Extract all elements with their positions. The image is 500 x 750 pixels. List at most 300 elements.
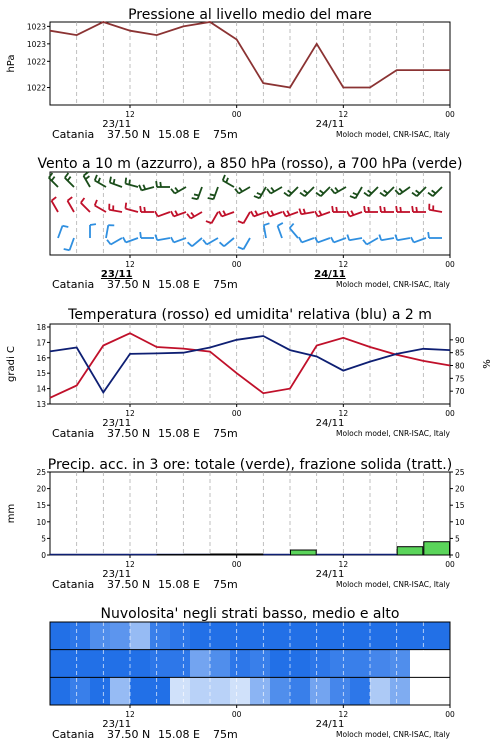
wind-barb-850hPa — [219, 211, 234, 217]
cloud-cell-basso — [290, 677, 310, 705]
barb-feather — [192, 198, 198, 199]
y-tick-label: 15 — [36, 501, 46, 511]
location-lon: 15.08 E — [158, 128, 200, 141]
wind-barb-850hPa — [412, 206, 426, 212]
time-tick-label: 00 — [445, 409, 455, 418]
model-credit: Moloch model, CNR-ISAC, Italy — [336, 580, 450, 589]
barb-feather — [171, 237, 174, 242]
model-credit: Moloch model, CNR-ISAC, Italy — [336, 429, 450, 438]
y2-tick-label: 80 — [455, 361, 465, 371]
barb-feather — [416, 190, 420, 193]
panel-title: Vento a 10 m (azzurro), a 850 hPa (rosso), a 700 hPa (verde) — [37, 156, 463, 172]
cloud-cell-basso — [110, 677, 130, 705]
barb-feather — [143, 185, 145, 190]
wind-barb-700hPa — [412, 187, 426, 196]
cloud-cell-alto — [210, 622, 230, 650]
barb-feather — [347, 235, 349, 241]
location-lat: 37.50 N — [107, 128, 151, 141]
wind-barb-850hPa — [155, 211, 170, 216]
wind-barb-850hPa — [396, 206, 410, 212]
barb-feather — [95, 200, 97, 206]
barb-feather — [175, 188, 178, 192]
wind-barb-850hPa — [109, 204, 122, 212]
panel-title: Pressione al livello medio del mare — [128, 7, 372, 23]
wind-barb-700hPa — [223, 175, 234, 187]
cloud-cell-alto — [190, 622, 210, 650]
location-elev: 75m — [213, 427, 238, 440]
barb-feather — [428, 193, 433, 197]
barb-feather — [284, 193, 289, 197]
barb-feather — [203, 240, 207, 245]
cloud-cell-basso — [150, 677, 170, 705]
date-label: 24/11 — [315, 719, 345, 730]
barb-shaft — [302, 238, 314, 242]
barb-feather — [351, 211, 353, 215]
barb-feather — [332, 206, 333, 212]
location-lat: 37.50 N — [107, 427, 151, 440]
cloud-cell-basso — [410, 677, 430, 705]
wind-barb-700hPa — [110, 177, 122, 187]
cloud-cell-alto — [310, 622, 330, 650]
location-name: Catania — [52, 427, 95, 440]
barb-feather — [125, 178, 126, 184]
cloud-cell-basso — [270, 677, 290, 705]
barb-shaft — [52, 201, 59, 212]
barb-feather — [432, 190, 436, 193]
barb-feather — [320, 190, 324, 193]
cloud-cell-basso — [130, 677, 150, 705]
wind-barb-10m — [395, 235, 410, 241]
barb-feather — [52, 177, 55, 181]
wind-barb-10m — [140, 232, 154, 238]
y-tick-label: 5 — [41, 534, 46, 544]
barb-feather — [278, 223, 283, 226]
barb-shaft — [290, 228, 298, 238]
cloud-cell-medio — [250, 650, 270, 678]
time-tick-label: 00 — [231, 110, 242, 119]
wind-barb-850hPa — [429, 204, 442, 212]
barb-shaft — [70, 238, 74, 250]
y-tick-label: 18 — [36, 323, 46, 332]
time-tick-label: 12 — [338, 409, 349, 418]
barb-feather — [399, 189, 402, 193]
precip-bar — [397, 547, 423, 555]
wind-barb-850hPa — [347, 211, 362, 217]
time-tick-label: 00 — [231, 560, 242, 569]
barb-shaft — [157, 238, 170, 240]
wind-barb-850hPa — [251, 211, 266, 217]
wind-barb-700hPa — [95, 175, 106, 187]
barb-feather — [251, 211, 254, 216]
barb-shaft — [125, 209, 138, 212]
barb-shaft — [224, 238, 234, 246]
cloud-cell-medio — [50, 650, 70, 678]
location-lon: 15.08 E — [158, 278, 200, 291]
time-tick-label: 00 — [445, 110, 455, 119]
y2-tick-label: 10 — [455, 517, 465, 527]
pressure-line — [50, 22, 450, 88]
location-elev: 75m — [213, 728, 238, 741]
wind-barb-700hPa — [156, 181, 170, 187]
barb-shaft — [192, 238, 202, 246]
barb-shaft — [356, 187, 363, 198]
barb-feather — [379, 235, 381, 241]
wind-barb-850hPa — [380, 206, 394, 212]
wind-barb-10m — [278, 223, 283, 238]
barb-shaft — [414, 238, 426, 242]
barb-feather — [129, 180, 130, 185]
y-tick-label: 20 — [36, 484, 46, 494]
location-name: Catania — [52, 278, 95, 291]
panel-frame-3 — [50, 472, 450, 555]
barb-feather — [315, 211, 318, 216]
barb-feather — [95, 175, 97, 181]
wind-barb-700hPa — [171, 187, 186, 194]
wind-barb-850hPa — [52, 197, 59, 212]
wind-barb-10m — [331, 237, 346, 242]
location-lat: 37.50 N — [107, 578, 151, 591]
barb-shaft — [126, 238, 138, 242]
wind-barb-850hPa — [315, 211, 330, 217]
barb-feather — [187, 214, 191, 219]
barb-shaft — [381, 238, 394, 240]
cloud-cell-medio — [110, 650, 130, 678]
cloud-cell-medio — [190, 650, 210, 678]
wind-barb-700hPa — [254, 187, 266, 198]
y-tick-label: 17 — [36, 338, 46, 348]
barb-feather — [223, 175, 225, 181]
barb-shaft — [223, 181, 234, 188]
panel-frame-2 — [50, 324, 450, 404]
barb-shaft — [125, 184, 138, 187]
barb-shaft — [198, 187, 202, 199]
barb-shaft — [95, 206, 106, 213]
barb-feather — [86, 176, 90, 179]
cloud-cell-basso — [90, 677, 110, 705]
wind-barb-850hPa — [267, 211, 282, 217]
barb-feather — [52, 197, 57, 201]
cloud-cell-alto — [370, 622, 390, 650]
y2-tick-label: 75 — [455, 374, 465, 384]
time-tick-label: 12 — [338, 560, 349, 569]
barb-feather — [68, 177, 71, 181]
barb-shaft — [212, 212, 219, 223]
barb-feather — [283, 211, 286, 216]
barb-feather — [239, 188, 242, 192]
cloud-cell-medio — [210, 650, 230, 678]
wind-barb-850hPa — [332, 206, 346, 212]
date-label: 23/11 — [100, 269, 133, 280]
barb-feather — [257, 193, 262, 195]
barb-feather — [171, 189, 175, 194]
barb-shaft — [68, 201, 75, 212]
barb-feather — [191, 213, 194, 217]
y-tick-label: 15 — [36, 369, 46, 379]
time-tick-label: 12 — [125, 110, 135, 119]
barb-feather — [299, 237, 302, 242]
y-tick-label: 1023 — [26, 22, 46, 32]
panel-title: Precip. acc. in 3 ore: totale (verde), frazione solida (tratt.) — [47, 457, 453, 473]
cloud-cell-basso — [350, 677, 370, 705]
barb-feather — [140, 206, 141, 212]
y-tick-label: 13 — [36, 400, 46, 409]
cloud-cell-medio — [350, 650, 370, 678]
date-label: 24/11 — [315, 569, 345, 580]
cloud-cell-basso — [210, 677, 230, 705]
barb-feather — [267, 211, 270, 216]
barb-feather — [267, 189, 271, 194]
location-lat: 37.50 N — [107, 278, 151, 291]
barb-feather — [416, 207, 417, 212]
wind-barb-850hPa — [283, 211, 298, 217]
wind-barb-10m — [363, 238, 378, 245]
cloud-cell-medio — [330, 650, 350, 678]
wind-barb-700hPa — [316, 187, 330, 196]
barb-feather — [125, 203, 126, 209]
y2-tick-label: 25 — [455, 468, 465, 477]
wind-barb-850hPa — [187, 212, 202, 219]
time-tick-label: 12 — [338, 110, 349, 119]
barb-feather — [353, 193, 358, 195]
cloud-cell-medio — [130, 650, 150, 678]
barb-feather — [335, 188, 338, 192]
date-label: 23/11 — [102, 719, 132, 730]
time-tick-label: 12 — [125, 409, 135, 418]
location-elev: 75m — [213, 278, 238, 291]
barb-feather — [384, 207, 385, 212]
cloud-cell-medio — [390, 650, 410, 678]
model-credit: Moloch model, CNR-ISAC, Italy — [336, 730, 450, 739]
cloud-cell-basso — [170, 677, 190, 705]
wind-barb-700hPa — [139, 185, 154, 191]
y-tick-label: 25 — [36, 468, 46, 477]
y2-tick-label: 0 — [455, 551, 460, 560]
location-lon: 15.08 E — [158, 578, 200, 591]
barb-feather — [363, 240, 367, 245]
date-label: 24/11 — [314, 269, 346, 280]
cloud-cell-alto — [270, 622, 290, 650]
cloud-cell-alto — [250, 622, 270, 650]
cloud-cell-alto — [50, 622, 70, 650]
cloud-cell-basso — [50, 677, 70, 705]
date-label: 23/11 — [102, 569, 132, 580]
barb-feather — [139, 185, 141, 191]
wind-barb-700hPa — [380, 187, 394, 196]
barb-shaft — [109, 210, 122, 212]
precip-bar — [291, 550, 317, 555]
cloud-cell-medio — [410, 650, 430, 678]
barb-shaft — [244, 238, 251, 249]
barb-shaft — [214, 187, 218, 199]
date-label: 24/11 — [315, 119, 345, 130]
wind-barb-700hPa — [208, 187, 218, 199]
barb-feather — [315, 237, 318, 242]
cloud-cell-alto — [350, 622, 370, 650]
y2-tick-label: 85 — [455, 348, 465, 358]
cloud-cell-medio — [150, 650, 170, 678]
wind-barb-850hPa — [140, 206, 154, 212]
cloud-cell-medio — [270, 650, 290, 678]
wind-barb-10m — [171, 237, 186, 242]
y2-tick-label: 90 — [455, 335, 465, 345]
time-tick-label: 00 — [445, 710, 455, 719]
time-tick-label: 00 — [231, 710, 242, 719]
barb-feather — [287, 211, 289, 215]
wind-barb-10m — [107, 238, 122, 245]
barb-feather — [107, 240, 111, 245]
wind-barb-10m — [379, 235, 394, 241]
barb-shaft — [334, 238, 346, 242]
precip-bar — [211, 554, 237, 555]
wind-barb-850hPa — [95, 200, 106, 212]
barb-feather — [254, 196, 260, 198]
barb-shaft — [158, 212, 170, 216]
barb-feather — [368, 207, 369, 212]
barb-feather — [350, 196, 356, 198]
wind-barb-10m — [315, 237, 330, 242]
barb-feather — [271, 188, 274, 192]
barb-feather — [347, 211, 350, 216]
wind-barb-700hPa — [84, 172, 91, 187]
wind-barb-10m — [106, 225, 114, 238]
barb-feather — [98, 178, 100, 183]
barb-feather — [226, 178, 228, 183]
barb-feather — [223, 211, 225, 215]
barb-feather — [220, 242, 224, 246]
wind-barb-700hPa — [395, 187, 410, 194]
barb-feather — [288, 190, 292, 193]
location-lon: 15.08 E — [158, 427, 200, 440]
wind-barb-700hPa — [331, 187, 346, 194]
y-tick-label: 1023 — [26, 39, 46, 49]
time-tick-label: 12 — [338, 710, 349, 719]
barb-feather — [396, 206, 397, 212]
y2-tick-label: 15 — [455, 501, 465, 511]
wind-barb-850hPa — [364, 206, 378, 212]
wind-barb-10m — [203, 238, 218, 245]
precip-bar — [424, 542, 450, 555]
barb-feather — [380, 206, 381, 212]
barb-feather — [188, 242, 192, 246]
barb-feather — [110, 177, 111, 183]
cloud-cell-alto — [290, 622, 310, 650]
cloud-cell-alto — [110, 622, 130, 650]
wind-barb-700hPa — [235, 187, 250, 194]
y2-tick-label: 5 — [455, 534, 460, 544]
cloud-cell-basso — [190, 677, 210, 705]
panel-title: Temperatura (rosso) ed umidita' relativa (blu) a 2 m — [68, 307, 432, 323]
wind-barb-700hPa — [428, 187, 442, 196]
wind-barb-850hPa — [171, 211, 186, 217]
wind-barb-10m — [123, 237, 138, 242]
time-tick-label: 00 — [231, 409, 242, 418]
barb-shaft — [349, 238, 362, 240]
y-tick-label: 14 — [36, 384, 46, 394]
y2-axis-label: % — [482, 359, 493, 369]
location-lon: 15.08 E — [158, 728, 200, 741]
model-credit: Moloch model, CNR-ISAC, Italy — [336, 130, 450, 139]
cloud-cell-alto — [410, 622, 430, 650]
barb-feather — [331, 189, 335, 194]
location-name: Catania — [52, 128, 95, 141]
wind-barb-700hPa — [65, 173, 74, 187]
barb-shaft — [174, 238, 186, 242]
barb-feather — [90, 224, 96, 225]
precip-bar — [237, 554, 263, 555]
barb-feather — [364, 206, 365, 212]
wind-barb-10m — [58, 226, 68, 238]
cloud-cell-basso — [430, 677, 450, 705]
barb-feather — [364, 193, 369, 197]
barb-feather — [114, 179, 115, 184]
cloud-cell-medio — [290, 650, 310, 678]
barb-feather — [319, 211, 321, 215]
barb-feather — [304, 209, 306, 214]
y-axis-label: gradi C — [6, 346, 17, 382]
y-tick-label: 1022 — [26, 57, 46, 67]
barb-feather — [68, 197, 73, 201]
barb-feather — [411, 237, 414, 242]
cloud-cell-alto — [230, 622, 250, 650]
location-name: Catania — [52, 578, 95, 591]
wind-barb-700hPa — [284, 187, 298, 196]
barb-shaft — [141, 187, 154, 190]
location-elev: 75m — [213, 578, 238, 591]
time-tick-label: 12 — [125, 710, 135, 719]
location-name: Catania — [52, 728, 95, 741]
barb-shaft — [244, 212, 251, 223]
date-label: 23/11 — [102, 418, 132, 429]
barb-feather — [140, 232, 141, 238]
barb-feather — [171, 211, 174, 216]
wind-barb-700hPa — [364, 187, 378, 196]
barb-feather — [81, 198, 85, 203]
barb-feather — [264, 223, 270, 225]
cloud-cell-alto — [150, 622, 170, 650]
wind-barb-700hPa — [350, 187, 362, 198]
wind-barb-10m — [220, 238, 234, 246]
y-tick-label: 16 — [36, 353, 46, 363]
barb-feather — [156, 181, 157, 187]
barb-shaft — [207, 238, 218, 245]
barb-feather — [160, 182, 161, 187]
wind-barb-10m — [188, 238, 202, 246]
panel-title: Nuvolosita' negli strati basso, medio e alto — [100, 606, 400, 622]
time-tick-label: 12 — [338, 260, 349, 269]
cloud-cell-medio — [170, 650, 190, 678]
cloud-cell-alto — [430, 622, 450, 650]
wind-barb-10m — [264, 223, 270, 238]
barb-shaft — [95, 181, 106, 188]
y-tick-label: 1022 — [26, 83, 46, 93]
barb-feather — [412, 206, 413, 212]
barb-feather — [144, 207, 145, 212]
cloud-cell-basso — [230, 677, 250, 705]
barb-feather — [155, 211, 158, 216]
cloud-cell-basso — [330, 677, 350, 705]
barb-feather — [368, 190, 372, 193]
wind-barb-10m — [347, 235, 362, 241]
barb-feather — [412, 193, 417, 197]
barb-shaft — [106, 225, 108, 238]
barb-feather — [271, 211, 273, 215]
wind-barb-10m — [299, 237, 314, 242]
temperature-line — [50, 333, 450, 398]
cloud-cell-alto — [90, 622, 110, 650]
wind-barb-850hPa — [68, 197, 75, 212]
wind-barb-850hPa — [125, 203, 138, 212]
barb-feather — [238, 247, 244, 249]
